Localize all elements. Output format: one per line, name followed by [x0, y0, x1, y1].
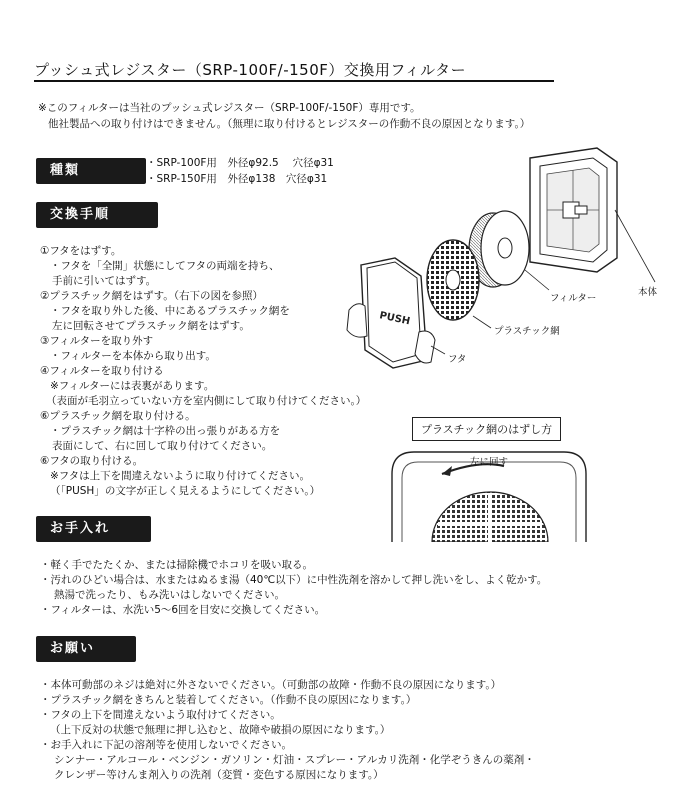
requests-list — [40, 678, 535, 783]
mesh-leader-line — [473, 316, 491, 328]
procedure-line: ※フタは上下を間違えないように取り付けてください。 — [50, 470, 311, 482]
push-label: PUSH — [378, 310, 412, 328]
register-body-graphic — [530, 148, 617, 272]
care-line: ・フィルターは、水洗い5～6回を目安に交換してください。 — [40, 604, 326, 616]
care-line: ・軽く手でたたくか、または掃除機でホコリを吸い取る。 — [40, 559, 313, 571]
procedure-line: ・フィルターを本体から取り出す。 — [50, 350, 216, 362]
request-line: ・フタの上下を間違えないよう取付けてください。 — [40, 709, 281, 721]
types-header — [36, 158, 146, 184]
filter-leader-line — [525, 270, 549, 290]
care-line: 熱湯で洗ったり、もみ洗いはしないでください。 — [54, 589, 285, 601]
notice-line-1: ※このフィルターは当社のプッシュ式レジスター（SRP-100F/-150F）専用です。 — [38, 102, 421, 114]
types-spec-1: ・SRP-100F用 外径φ92.5 穴径φ31 — [146, 157, 334, 169]
procedure-line: （表面が毛羽立っていない方を室内側にして取り付けてください。） — [46, 395, 367, 407]
procedure-line: （「PUSH」の文字が正しく見えるようにしてください。） — [50, 485, 321, 497]
care-list — [40, 558, 547, 618]
lid-graphic — [347, 258, 435, 368]
procedure-heading: 交換手順 — [36, 202, 158, 228]
procedure-line: ⑥フタの取り付ける。 — [40, 455, 144, 467]
title-underline — [34, 80, 554, 82]
request-line: ・お手入れに下記の溶剤等を使用しないでください。 — [40, 739, 292, 751]
request-line: （上下反対の状態で無理に押し込むと、故障や破損の原因になります。） — [50, 724, 391, 736]
body-leader-line — [615, 210, 655, 282]
procedure-line: ④フィルターを取り付ける — [40, 365, 164, 377]
mesh-label: プラスチック網 — [494, 326, 560, 337]
request-line: シンナー・アルコール・ベンジン・ガソリン・灯油・スプレー・アルカリ洗剤・化学ぞうきんの薬剤・ — [54, 754, 535, 766]
types-spec-2: ・SRP-150F用 外径φ138 穴径φ31 — [146, 173, 328, 185]
notice-line-2: 他社製品への取り付けはできません。（無理に取り付けるとレジスターの作動不良の原因となります。） — [48, 118, 531, 130]
procedure-line: ・フタを取り外した後、中にあるプラスチック網を — [50, 305, 290, 317]
procedure-line: ・フタを「全開」状態にしてフタの両端を持ち、 — [50, 260, 280, 272]
request-line: クレンザー等けんま剤入りの洗剤（変質・変色する原因になります。） — [54, 769, 384, 781]
rotate-left-label: 左に回す — [470, 457, 509, 468]
care-line: ・汚れのひどい場合は、水またはぬるま湯（40℃以下）に中性洗剤を溶かして押し洗いをし、よく乾かす。 — [40, 574, 548, 586]
page-title: プッシュ式レジスター（SRP-100F/-150F）交換用フィルター — [34, 61, 467, 79]
procedure-line: 表面にして、右に回して取り付けてください。 — [52, 440, 273, 452]
types-heading: 種類 — [36, 158, 146, 184]
requests-heading: お願い — [36, 636, 136, 662]
procedure-line: ・プラスチック網は十字枠の出っ張りがある方を — [50, 425, 281, 437]
procedure-line: ⑥プラスチック網を取り付ける。 — [40, 410, 196, 422]
mesh-removal-title: プラスチック網のはずし方 — [412, 417, 561, 441]
request-line: ・本体可動部のネジは絶対に外さないでください。（可動部の故障・作動不良の原因になります。） — [40, 679, 502, 691]
body-label: 本体 — [638, 287, 658, 298]
requests-header — [36, 636, 136, 662]
procedure-line: 左に回転させてプラスチック網をはずす。 — [52, 320, 250, 332]
procedure-line: ①フタをはずす。 — [40, 245, 122, 257]
procedure-steps — [40, 244, 366, 499]
care-heading: お手入れ — [36, 516, 151, 542]
lid-label: フタ — [448, 354, 467, 365]
plastic-mesh-graphic — [427, 240, 479, 320]
filter-label: フィルター — [550, 293, 597, 304]
care-header — [36, 516, 151, 542]
procedure-header — [36, 202, 158, 228]
procedure-line: 手前に引いてはずす。 — [52, 275, 157, 287]
procedure-line: ②プラスチック網をはずす。（右下の図を参照） — [40, 290, 263, 302]
request-line: ・プラスチック網をきちんと装着してください。（作動不良の原因になります。） — [40, 694, 417, 706]
procedure-line: ※フィルターには表裏があります。 — [50, 380, 215, 392]
procedure-line: ③フィルターを取り外す — [40, 335, 154, 347]
